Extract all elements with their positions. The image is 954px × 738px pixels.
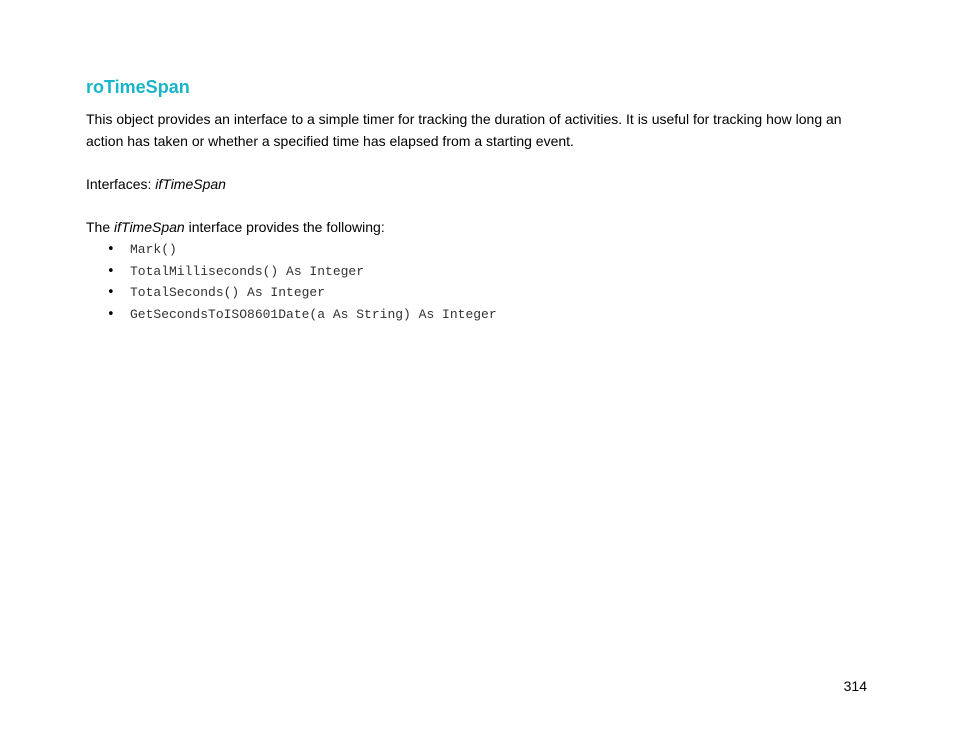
bullet-icon: • — [107, 263, 115, 279]
interfaces-label: Interfaces: — [86, 176, 156, 192]
bullet-icon: • — [107, 307, 115, 323]
method-signature: GetSecondsToISO8601Date(a As String) As Integer — [130, 307, 497, 323]
method-signature: TotalSeconds() As Integer — [130, 285, 326, 301]
document-page — [86, 0, 876, 738]
intro-paragraph: This object provides an interface to a simple timer for tracking the duration of activities. It is useful for tracking how long an action has taken or whether a specified time has elapsed from a starting event. — [86, 111, 842, 149]
bullet-icon: • — [107, 285, 115, 301]
provides-suffix: interface provides the following: — [184, 219, 385, 235]
provides-line — [86, 216, 385, 238]
provides-interface-name: ifTimeSpan — [114, 219, 185, 235]
provides-prefix: The — [86, 219, 115, 235]
section-heading: roTimeSpan — [86, 77, 190, 97]
interfaces-line — [86, 173, 226, 195]
interface-name: ifTimeSpan — [155, 176, 226, 192]
method-signature: Mark() — [130, 242, 177, 257]
bullet-icon: • — [107, 242, 115, 257]
page-number: 314 — [843, 678, 867, 694]
method-signature: TotalMilliseconds() As Integer — [130, 263, 365, 279]
